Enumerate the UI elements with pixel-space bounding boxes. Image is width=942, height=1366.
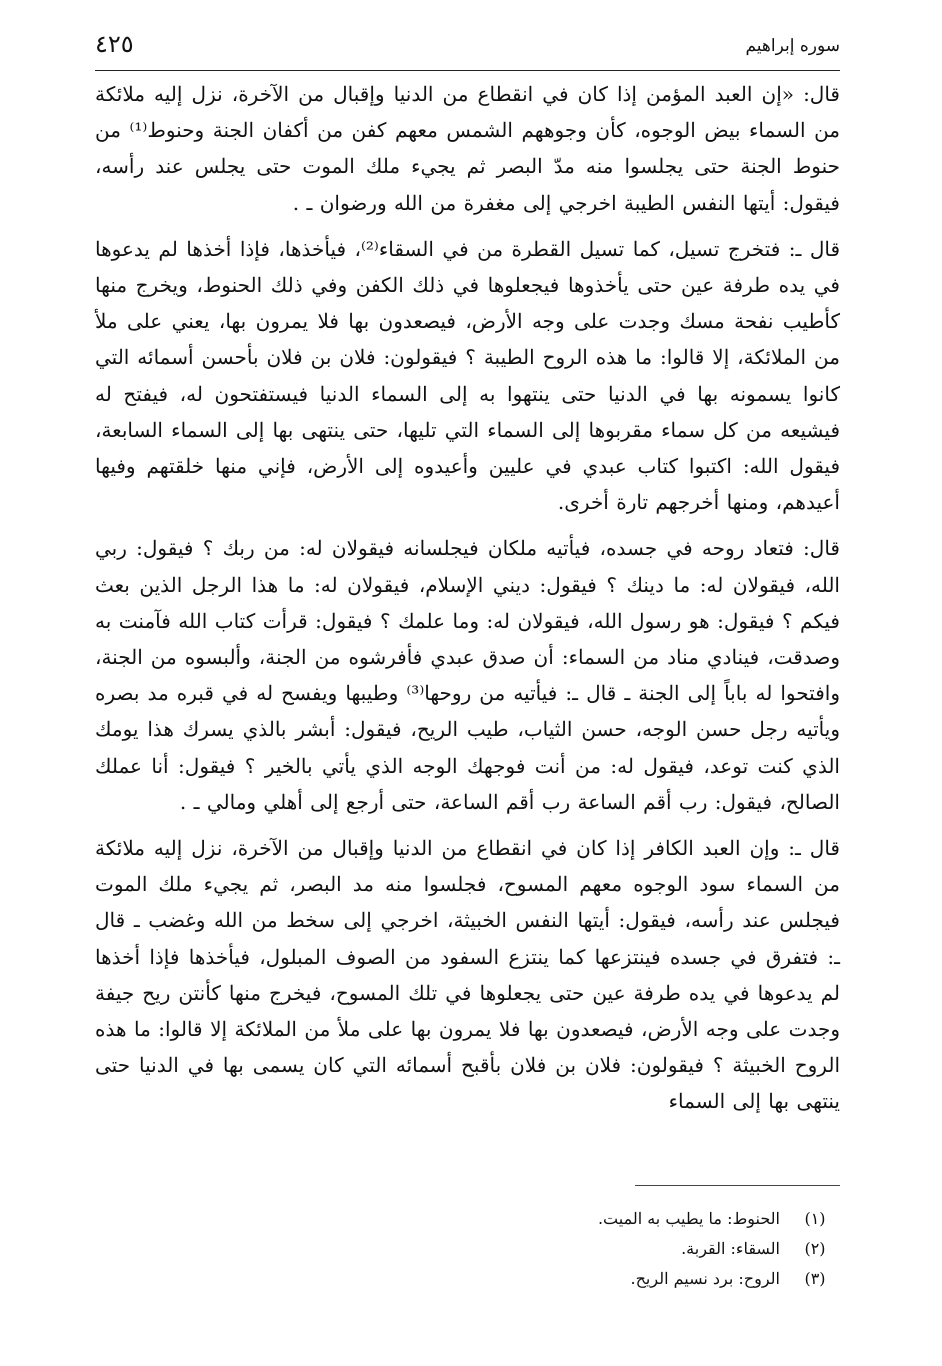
body-text <box>95 76 840 1120</box>
footnote-number: (٣) <box>804 1269 826 1288</box>
footnote-2 <box>240 1234 840 1264</box>
footnote-3 <box>240 1264 840 1294</box>
footnote-divider <box>635 1185 840 1186</box>
header-divider <box>95 70 840 71</box>
paragraph-1: قال: «إن العبد المؤمن إذا كان في انقطاع من الدنيا وإقبال من الآخرة، نزل إليه ملائكة من السماء بيض الوجوه، كأن وجوههم الشمس معهم كفن من أكفان الجنة وحنوط⁽¹⁾ من حنوط الجنة حتى يجلسوا منه مدّ البصر ثم يجيء ملك الموت حتى يجلس عند رأسه، فيقول: أيتها النفس الطيبة اخرجي إلى مغفرة من الله ورضوان ـ . <box>95 82 841 215</box>
footnote-1 <box>240 1204 840 1234</box>
footnote-number: (٢) <box>804 1239 826 1258</box>
footnote-text: الحنوط: ما يطيب به الميت. <box>597 1209 780 1228</box>
footnote-text: الروح: برد نسيم الريح. <box>630 1269 780 1288</box>
footnotes <box>240 1204 840 1294</box>
page-header <box>95 28 840 68</box>
footnote-number: (١) <box>804 1209 826 1228</box>
paragraph-2: قال ـ: فتخرج تسيل، كما تسيل القطرة من في السقاء⁽²⁾، فيأخذها، فإذا أخذها لم يدعوها في يده طرفة عين حتى يأخذوها فيجعلوها في ذلك الكفن وفي ذلك الحنوط، ويخرج منها كأطيب نفحة مسك وجدت على وجه الأرض، فيصعدون بها فلا يمرون بها، يعني على ملأ من الملائكة، إلا قالوا: ما هذه الروح الطيبة ؟ فيقولون: فلان بن فلان بأحسن أسمائه التي كانوا يسمونه بها في الدنيا حتى ينتهوا به إلى السماء الدنيا فيستفتحون له، فيفتح له فيشيعه من كل سماء مقربوها إلى السماء التي تليها، حتى ينتهى بها إلى السماء السابعة، فيقول الله: اكتبوا كتاب عبدي في عليين وأعيدوه إلى الأرض، فإني منها خلقتهم وفيها أعيدهم، ومنها أخرجهم تارة أخرى. <box>95 236 841 515</box>
paragraph-3: قال: فتعاد روحه في جسده، فيأتيه ملكان فيجلسانه فيقولان له: من ربك ؟ فيقول: ربي الله، فيقولان له: ما دينك ؟ فيقول: ديني الإسلام، فيقولان له: ما هذا الرجل الذين بعث فيكم ؟ فيقول: هو رسول الله، فيقولان له: وما علمك ؟ فيقول: قرأت كتاب الله فآمنت به وصدقت، فينادي مناد من السماء: أن صدق عبدي فأفرشوه من الجنة، وألبسوه من الجنة، وافتحوا له باباً إلى الجنة ـ قال ـ: فيأتيه من روحها⁽³⁾ وطيبها ويفسح له في قبره مد بصره ويأتيه رجل حسن الوجه، حسن الثياب، طيب الريح، فيقول: أبشر بالذي يسرك هذا يومك الذي كنت توعد، فيقول له: من أنت فوجهك الوجه الذي يأتي بالخير ؟ فيقول: أنا عملك الصالح، فيقول: رب أقم الساعة رب أقم الساعة، حتى أرجع إلى أهلي ومالي ـ . <box>95 536 840 814</box>
page-number: ٤٢٥ <box>95 30 134 58</box>
footnote-text: السقاء: القربة. <box>681 1239 780 1258</box>
surah-title: سوره إبراهيم <box>745 36 840 56</box>
paragraph-4: قال ـ: وإن العبد الكافر إذا كان في انقطاع من الدنيا وإقبال من الآخرة، نزل إليه ملائكة من السماء سود الوجوه معهم المسوح، فجلسوا منه مد البصر، ثم يجيء ملك الموت فيجلس عند رأسه، فيقول: أيتها النفس الخبيثة، اخرجي إلى سخط من الله وغضب ـ قال ـ: فتفرق في جسده فينتزعها كما ينتزع السفود من الصوف المبلول، فيأخذها فإذا أخذها لم يدعوها في يده طرفة عين حتى يجعلوها في تلك المسوح، فيخرج منها كأنتن ريح جيفة وجدت على وجه الأرض، فيصعدون بها فلا يمرون بها على ملأ من الملائكة إلا قالوا: ما هذه الروح الخبيثة ؟ فيقولون: فلان بن فلان بأقبح أسمائه التي كان يسمى بها في الدنيا حتى ينتهى بها إلى السماء <box>95 836 840 1114</box>
